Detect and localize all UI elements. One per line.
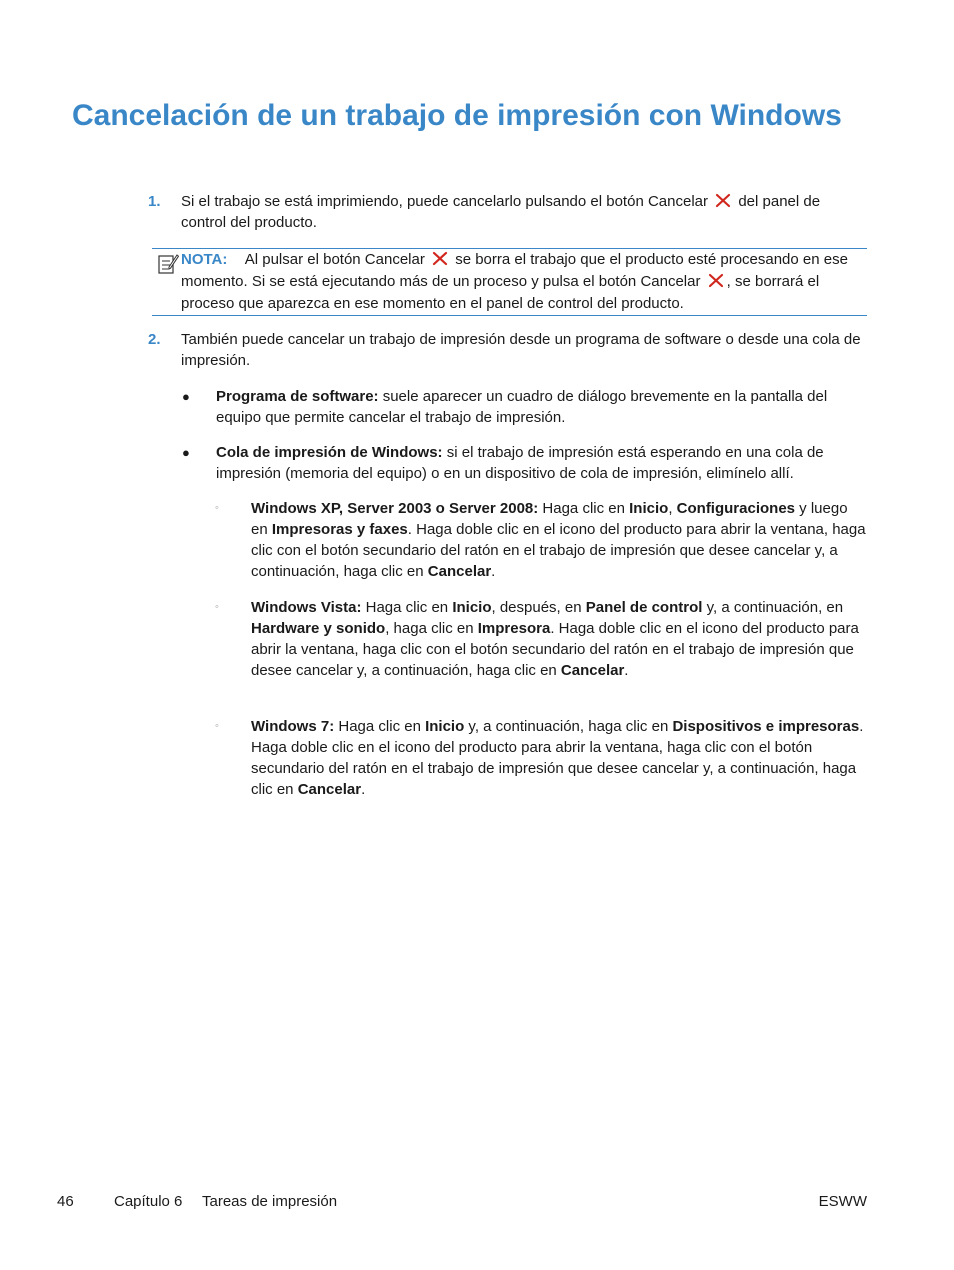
bullet-term: Programa de software: — [216, 388, 379, 405]
text-run: . — [491, 563, 496, 580]
bold-term: Cancelar — [297, 781, 362, 798]
text-run: . — [361, 781, 366, 798]
text-run: y, a continuación, en — [702, 599, 844, 616]
sub-item-text — [251, 716, 867, 800]
sub-item-text — [251, 597, 867, 681]
text-run: Haga clic en — [538, 500, 630, 517]
text-run: , haga clic en — [385, 620, 478, 637]
bold-term: Inicio — [452, 599, 492, 616]
text-run: , — [668, 500, 677, 517]
step-1 — [148, 191, 866, 233]
bold-term: Inicio — [425, 718, 465, 735]
step-2 — [148, 329, 866, 371]
sub-bullet-mark: ◦ — [215, 601, 219, 613]
text-run: y luego en — [251, 500, 848, 538]
bold-term: Cancelar — [427, 563, 492, 580]
note-box — [152, 248, 867, 316]
bullet-desc: suele aparecer un cuadro de diálogo brevemente en la pantalla del equipo que permite cancelar el trabajo de impresión. — [216, 388, 828, 426]
text-run: . — [624, 662, 629, 679]
bullet-desc: si el trabajo de impresión está esperando en una cola de impresión (memoria del equipo) o en un dispositivo de cola de impresión, elimínelo allí. — [216, 444, 824, 482]
text-run: Haga clic en — [361, 599, 453, 616]
sub-bullet-mark: ◦ — [215, 502, 219, 514]
section-label: Tareas de impresión — [202, 1193, 338, 1210]
step-text — [181, 191, 866, 233]
bold-term: Hardware y sonido — [251, 620, 386, 637]
bold-term: Impresoras y faxes — [271, 521, 408, 538]
bold-term: Windows Vista: — [251, 599, 362, 616]
bold-term: Dispositivos e impresoras — [672, 718, 860, 735]
bold-term: Windows XP, Server 2003 o Server 2008: — [251, 500, 539, 517]
step-number: 2. — [148, 331, 161, 348]
text-run: Haga clic en — [334, 718, 426, 735]
note-text-b: se borra el trabajo que el producto esté procesando en ese momento. Si se está ejecutando más de un proceso y pulsa el botón Cancelar — [181, 251, 848, 290]
bold-term: Impresora — [477, 620, 551, 637]
page-number: 46 — [57, 1193, 74, 1210]
cancel-x-icon — [714, 193, 732, 208]
sub-bullet-mark: ◦ — [215, 720, 219, 732]
text-run: y, a continuación, haga clic en — [464, 718, 673, 735]
bullet-text — [216, 386, 866, 428]
cancel-x-icon — [431, 251, 449, 266]
text-run: . Haga doble clic en el icono del producto para abrir la ventana, haga clic con el botón secundario del ratón en el trabajo de impresión que desee cancelar y, a continuación, haga clic en — [251, 620, 859, 679]
text-run: . Haga doble clic en el icono del producto para abrir la ventana, haga clic con el botón secundario del ratón en el trabajo de impresión que desee cancelar y, a continuación, haga clic en — [251, 718, 864, 798]
step-number: 1. — [148, 193, 161, 210]
cancel-x-icon — [707, 273, 725, 288]
note-icon — [157, 253, 179, 275]
bold-term: Windows 7: — [251, 718, 335, 735]
note-text-a: Al pulsar el botón Cancelar — [244, 251, 425, 268]
bullet-mark: ● — [182, 389, 190, 404]
step-1-text-b: del panel de control del producto. — [181, 193, 821, 231]
sub-item-text — [251, 498, 867, 582]
bullet-mark: ● — [182, 445, 190, 460]
page-footer — [57, 1191, 867, 1213]
doc-code: ESWW — [818, 1193, 867, 1210]
note-text-c: , se borrará el proceso que aparezca en ese momento en el panel de control del producto. — [181, 273, 820, 312]
note-label: NOTA: — [181, 251, 228, 268]
bullet-text — [216, 442, 866, 484]
note-text — [181, 249, 867, 315]
step-1-text-a: Si el trabajo se está imprimiendo, puede cancelarlo pulsando el botón Cancelar — [181, 193, 708, 210]
bold-term: Cancelar — [560, 662, 625, 679]
page-title: Cancelación de un trabajo de impresión con Windows — [72, 99, 842, 132]
step-text: También puede cancelar un trabajo de impresión desde un programa de software o desde una cola de impresión. — [181, 331, 861, 369]
bold-term: Inicio — [629, 500, 669, 517]
chapter-label: Capítulo 6 — [114, 1193, 183, 1210]
bold-term: Configuraciones — [676, 500, 796, 517]
text-run: . Haga doble clic en el icono del producto para abrir la ventana, haga clic con el botón secundario del ratón en el trabajo de impresión que desee cancelar y, a continuación, haga clic en — [251, 521, 866, 580]
bullet-term: Cola de impresión de Windows: — [216, 444, 443, 461]
bold-term: Panel de control — [585, 599, 703, 616]
text-run: , después, en — [491, 599, 586, 616]
